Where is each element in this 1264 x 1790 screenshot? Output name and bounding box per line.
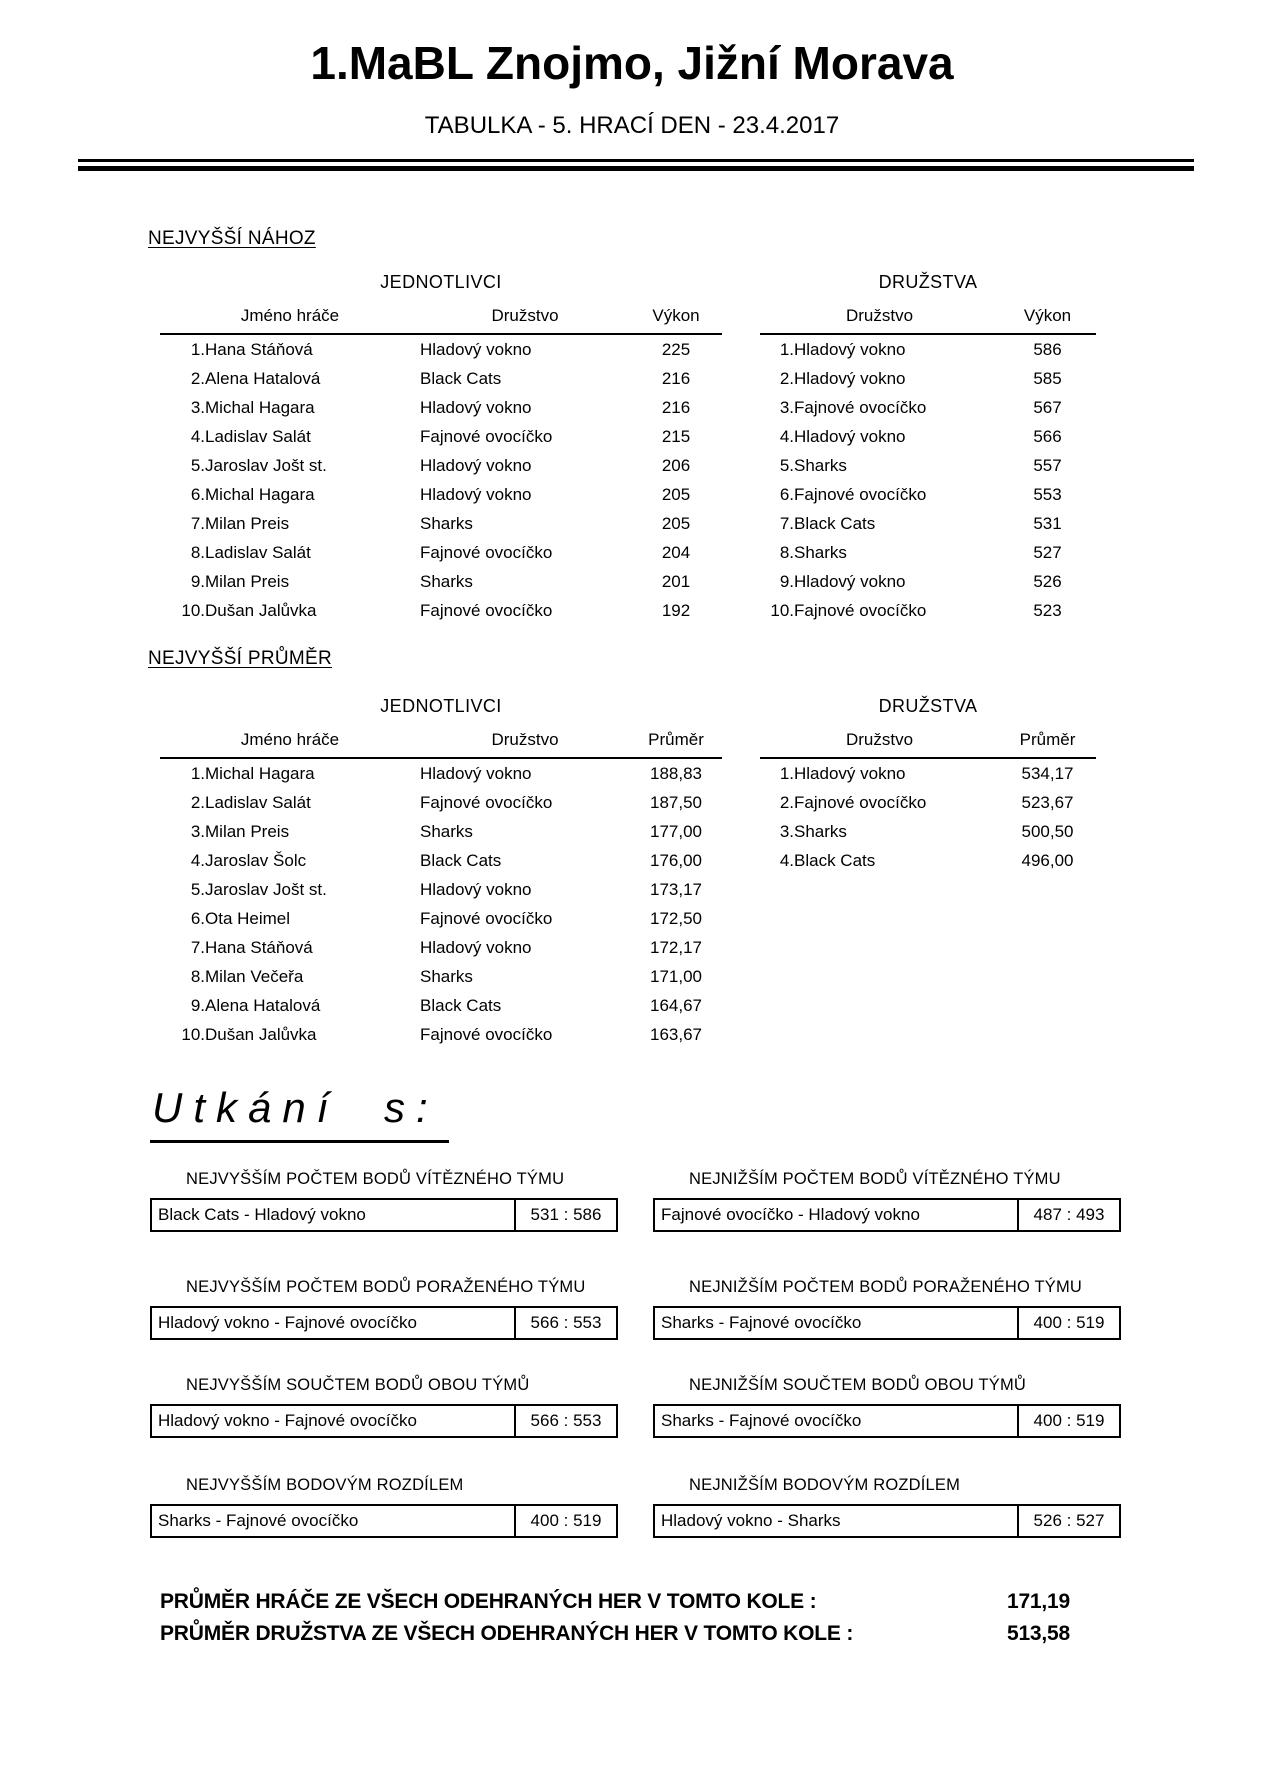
table-row	[160, 875, 722, 904]
player-name-cell: Hana Stáňová	[205, 937, 313, 957]
rank-cell: 4.	[190, 426, 205, 446]
prumer-teams-table	[760, 730, 1096, 875]
nahoz-teams-title: DRUŽSTVA	[878, 272, 978, 292]
rank-cell: 10.	[181, 600, 205, 620]
value-cell: 205	[661, 484, 691, 504]
team-cell: Hladový vokno	[420, 397, 532, 417]
player-name-cell: Jaroslav Jošt st.	[205, 879, 327, 899]
team-cell: Hladový vokno	[420, 484, 532, 504]
match-score: 400 : 519	[514, 1506, 616, 1536]
table-row	[160, 451, 722, 480]
player-name-cell: Jaroslav Jošt st.	[205, 455, 327, 475]
value-cell: 496,00	[1021, 850, 1074, 870]
summary-team-average-label: PRŮMĚR DRUŽSTVA ZE VŠECH ODEHRANÝCH HER V TOMTO KOLE :	[160, 1622, 854, 1645]
match-block-highest-loser-points	[150, 1278, 618, 1340]
player-name-cell: Milan Preis	[205, 513, 290, 533]
value-cell: 177,00	[650, 821, 702, 841]
table-row	[160, 509, 722, 538]
team-column-header: Družstvo	[760, 730, 999, 758]
match-box	[150, 1504, 618, 1538]
summary-player-average-label: PRŮMĚR HRÁČE ZE VŠECH ODEHRANÝCH HER V TOMTO KOLE :	[160, 1590, 817, 1613]
match-teams: Black Cats - Hladový vokno	[158, 1205, 366, 1224]
team-cell: Fajnové ovocíčko	[794, 792, 927, 812]
table-row	[160, 334, 722, 364]
table-row	[760, 567, 1096, 596]
summary-player-average-value: 171,19	[1006, 1590, 1070, 1613]
team-cell: Fajnové ovocíčko	[794, 484, 927, 504]
match-box	[150, 1306, 618, 1340]
match-teams: Hladový vokno - Fajnové ovocíčko	[158, 1411, 417, 1430]
value-cell: 531	[1033, 513, 1062, 533]
table-row	[160, 1020, 722, 1049]
utkani-heading-wrap	[150, 1084, 449, 1143]
value-cell: 567	[1033, 397, 1062, 417]
table-row	[760, 422, 1096, 451]
page-subtitle: TABULKA - 5. HRACÍ DEN - 23.4.2017	[424, 112, 840, 139]
match-score: 566 : 553	[514, 1406, 616, 1436]
team-cell: Black Cats	[794, 513, 876, 533]
table-row	[760, 758, 1096, 788]
value-cell: 523	[1033, 600, 1062, 620]
nahoz-individuals-title: JEDNOTLIVCI	[380, 272, 502, 292]
table-row	[160, 991, 722, 1020]
player-name-cell: Michal Hagara	[205, 397, 315, 417]
table-row	[760, 451, 1096, 480]
team-cell: Black Cats	[420, 368, 502, 388]
match-block-highest-sum-points	[150, 1376, 618, 1438]
value-cell: 205	[661, 513, 691, 533]
match-label: NEJVYŠŠÍM POČTEM BODŮ VÍTĚZNÉHO TÝMU	[186, 1170, 565, 1188]
team-cell: Fajnové ovocíčko	[420, 792, 553, 812]
match-score: 400 : 519	[1017, 1308, 1119, 1338]
player-name-cell: Alena Hatalová	[205, 368, 321, 388]
section-heading-prumer: NEJVYŠŠÍ PRŮMĚR	[148, 648, 332, 669]
team-cell: Hladový vokno	[420, 937, 532, 957]
summary-team-average-value: 513,58	[1006, 1622, 1070, 1645]
value-cell: 172,17	[650, 937, 702, 957]
table-row	[160, 904, 722, 933]
table-row	[760, 846, 1096, 875]
rank-cell: 10.	[181, 1024, 205, 1044]
value-cell: 586	[1033, 339, 1062, 359]
table-row	[160, 393, 722, 422]
value-column-header: Průměr	[999, 730, 1096, 758]
value-cell: 188,83	[650, 763, 702, 783]
team-cell: Black Cats	[420, 850, 502, 870]
match-teams: Fajnové ovocíčko - Hladový vokno	[661, 1205, 920, 1224]
player-name-cell: Jaroslav Šolc	[205, 850, 307, 870]
nahoz-teams-table	[760, 306, 1096, 625]
player-name-cell: Milan Preis	[205, 571, 290, 591]
team-cell: Sharks	[420, 966, 473, 986]
value-cell: 204	[661, 542, 691, 562]
team-cell: Fajnové ovocíčko	[420, 1024, 553, 1044]
value-cell: 566	[1033, 426, 1062, 446]
team-cell: Sharks	[420, 821, 473, 841]
table-row	[160, 364, 722, 393]
value-cell: 173,17	[650, 879, 702, 899]
match-block-lowest-winner-points	[653, 1170, 1121, 1232]
header-divider	[78, 159, 1194, 171]
prumer-individuals-title: JEDNOTLIVCI	[380, 696, 502, 716]
value-cell: 225	[661, 339, 691, 359]
team-cell: Fajnové ovocíčko	[420, 600, 553, 620]
value-column-header: Průměr	[630, 730, 722, 758]
rank-cell: 8.	[190, 542, 205, 562]
value-cell: 523,67	[1021, 792, 1074, 812]
match-label: NEJNIŽŠÍM SOUČTEM BODŮ OBOU TÝMŮ	[689, 1376, 1027, 1394]
player-name-cell: Milan Večeřa	[205, 966, 304, 986]
match-label: NEJVYŠŠÍM POČTEM BODŮ PORAŽENÉHO TÝMU	[186, 1278, 586, 1296]
value-cell: 216	[661, 397, 691, 417]
team-cell: Fajnové ovocíčko	[420, 426, 553, 446]
match-label: NEJVYŠŠÍM SOUČTEM BODŮ OBOU TÝMŮ	[186, 1376, 530, 1394]
team-cell: Hladový vokno	[794, 368, 906, 388]
rank-cell: 3.	[779, 821, 794, 841]
team-cell: Sharks	[794, 542, 847, 562]
match-block-highest-winner-points	[150, 1170, 618, 1232]
team-cell: Sharks	[794, 821, 847, 841]
team-cell: Hladový vokno	[794, 571, 906, 591]
team-cell: Hladový vokno	[794, 339, 906, 359]
rank-cell: 9.	[779, 571, 794, 591]
rank-cell: 1.	[190, 763, 205, 783]
rank-cell: 3.	[779, 397, 794, 417]
value-cell: 534,17	[1021, 763, 1074, 783]
match-score: 487 : 493	[1017, 1200, 1119, 1230]
value-cell: 585	[1033, 368, 1062, 388]
team-cell: Hladový vokno	[420, 455, 532, 475]
value-cell: 187,50	[650, 792, 702, 812]
value-cell: 216	[661, 368, 691, 388]
team-cell: Sharks	[420, 513, 473, 533]
rank-cell: 2.	[779, 792, 794, 812]
rank-cell: 1.	[779, 339, 794, 359]
table-row	[760, 596, 1096, 625]
rank-cell: 1.	[190, 339, 205, 359]
rank-cell: 2.	[190, 792, 205, 812]
rank-cell: 7.	[779, 513, 794, 533]
value-cell: 553	[1033, 484, 1062, 504]
team-cell: Hladový vokno	[420, 763, 532, 783]
value-cell: 163,67	[650, 1024, 702, 1044]
value-cell: 526	[1033, 571, 1062, 591]
team-cell: Black Cats	[420, 995, 502, 1015]
section-heading-nahoz: NEJVYŠŠÍ NÁHOZ	[148, 228, 316, 249]
rank-cell: 5.	[190, 455, 205, 475]
player-name-cell: Michal Hagara	[205, 763, 315, 783]
rank-cell: 2.	[779, 368, 794, 388]
match-score: 400 : 519	[1017, 1406, 1119, 1436]
team-cell: Fajnové ovocíčko	[794, 397, 927, 417]
value-cell: 500,50	[1021, 821, 1074, 841]
match-box	[150, 1198, 618, 1232]
team-cell: Fajnové ovocíčko	[420, 908, 553, 928]
rank-cell: 9.	[190, 571, 205, 591]
prumer-teams-title: DRUŽSTVA	[878, 696, 978, 716]
table-row	[160, 962, 722, 991]
match-block-lowest-point-difference	[653, 1476, 1121, 1538]
match-label: NEJNIŽŠÍM BODOVÝM ROZDÍLEM	[689, 1476, 961, 1494]
rank-cell: 10.	[770, 600, 794, 620]
match-label: NEJNIŽŠÍM POČTEM BODŮ VÍTĚZNÉHO TÝMU	[689, 1170, 1061, 1188]
value-cell: 215	[661, 426, 691, 446]
team-cell: Sharks	[794, 455, 847, 475]
table-header-row	[760, 306, 1096, 334]
table-row	[160, 933, 722, 962]
player-name-cell: Michal Hagara	[205, 484, 315, 504]
team-column-header: Družstvo	[420, 730, 630, 758]
match-box	[653, 1404, 1121, 1438]
summary-player-average	[160, 1590, 1100, 1614]
match-teams: Sharks - Fajnové ovocíčko	[661, 1411, 862, 1430]
team-cell: Fajnové ovocíčko	[794, 600, 927, 620]
summary-team-average	[160, 1622, 1100, 1646]
team-cell: Hladový vokno	[420, 879, 532, 899]
table-header-row	[760, 730, 1096, 758]
rank-cell: 8.	[190, 966, 205, 986]
player-name-cell: Ladislav Salát	[205, 792, 311, 812]
rank-cell: 6.	[190, 908, 205, 928]
table-row	[760, 509, 1096, 538]
rank-cell: 3.	[190, 821, 205, 841]
team-column-header: Družstvo	[760, 306, 999, 334]
rank-cell: 3.	[190, 397, 205, 417]
value-cell: 557	[1033, 455, 1062, 475]
value-column-header: Výkon	[999, 306, 1096, 334]
team-cell: Hladový vokno	[794, 426, 906, 446]
player-name-cell: Ladislav Salát	[205, 426, 311, 446]
value-cell: 171,00	[650, 966, 702, 986]
rank-cell: 5.	[779, 455, 794, 475]
match-box	[653, 1306, 1121, 1340]
match-block-lowest-loser-points	[653, 1278, 1121, 1340]
match-block-highest-point-difference	[150, 1476, 618, 1538]
table-row	[760, 393, 1096, 422]
team-cell: Hladový vokno	[420, 339, 532, 359]
player-name-cell: Alena Hatalová	[205, 995, 321, 1015]
rank-cell: 6.	[190, 484, 205, 504]
player-name-cell: Dušan Jalůvka	[205, 600, 317, 620]
table-header-row	[160, 730, 722, 758]
team-cell: Fajnové ovocíčko	[420, 542, 553, 562]
name-column-header: Jméno hráče	[160, 306, 420, 334]
prumer-individuals-table	[160, 730, 722, 1049]
rank-cell: 8.	[779, 542, 794, 562]
table-row	[160, 758, 722, 788]
match-teams: Hladový vokno - Fajnové ovocíčko	[158, 1313, 417, 1332]
value-cell: 527	[1033, 542, 1062, 562]
table-row	[160, 788, 722, 817]
team-column-header: Družstvo	[420, 306, 630, 334]
match-score: 566 : 553	[514, 1308, 616, 1338]
value-cell: 192	[661, 600, 691, 620]
match-score: 531 : 586	[514, 1200, 616, 1230]
player-name-cell: Hana Stáňová	[205, 339, 313, 359]
rank-cell: 5.	[190, 879, 205, 899]
team-cell: Black Cats	[794, 850, 876, 870]
table-row	[760, 788, 1096, 817]
match-box	[653, 1198, 1121, 1232]
rank-cell: 1.	[779, 763, 794, 783]
team-cell: Hladový vokno	[794, 763, 906, 783]
utkani-heading: Utkání s:	[150, 1084, 449, 1143]
rank-cell: 4.	[779, 426, 794, 446]
table-row	[760, 334, 1096, 364]
team-cell: Sharks	[420, 571, 473, 591]
rank-cell: 9.	[190, 995, 205, 1015]
value-cell: 201	[661, 571, 691, 591]
match-box	[150, 1404, 618, 1438]
table-row	[160, 846, 722, 875]
rank-cell: 4.	[779, 850, 794, 870]
table-row	[160, 480, 722, 509]
player-name-cell: Ladislav Salát	[205, 542, 311, 562]
name-column-header: Jméno hráče	[160, 730, 420, 758]
value-cell: 172,50	[650, 908, 702, 928]
match-teams: Sharks - Fajnové ovocíčko	[158, 1511, 359, 1530]
rank-cell: 7.	[190, 937, 205, 957]
table-row	[760, 364, 1096, 393]
table-row	[160, 538, 722, 567]
rank-cell: 7.	[190, 513, 205, 533]
value-cell: 176,00	[650, 850, 702, 870]
match-label: NEJNIŽŠÍM POČTEM BODŮ PORAŽENÉHO TÝMU	[689, 1278, 1083, 1296]
match-label: NEJVYŠŠÍM BODOVÝM ROZDÍLEM	[186, 1476, 464, 1494]
rank-cell: 4.	[190, 850, 205, 870]
table-row	[760, 538, 1096, 567]
table-row	[760, 817, 1096, 846]
value-cell: 206	[661, 455, 691, 475]
table-row	[160, 422, 722, 451]
match-teams: Sharks - Fajnové ovocíčko	[661, 1313, 862, 1332]
table-row	[160, 596, 722, 625]
value-column-header: Výkon	[630, 306, 722, 334]
player-name-cell: Dušan Jalůvka	[205, 1024, 317, 1044]
match-score: 526 : 527	[1017, 1506, 1119, 1536]
rank-cell: 2.	[190, 368, 205, 388]
table-row	[760, 480, 1096, 509]
nahoz-individuals-table	[160, 306, 722, 625]
table-row	[160, 567, 722, 596]
player-name-cell: Milan Preis	[205, 821, 290, 841]
match-teams: Hladový vokno - Sharks	[661, 1511, 841, 1530]
table-row	[160, 817, 722, 846]
player-name-cell: Ota Heimel	[205, 908, 291, 928]
rank-cell: 6.	[779, 484, 794, 504]
match-block-lowest-sum-points	[653, 1376, 1121, 1438]
table-header-row	[160, 306, 722, 334]
match-box	[653, 1504, 1121, 1538]
value-cell: 164,67	[650, 995, 702, 1015]
page-title: 1.MaBL Znojmo, Jižní Morava	[310, 37, 954, 89]
